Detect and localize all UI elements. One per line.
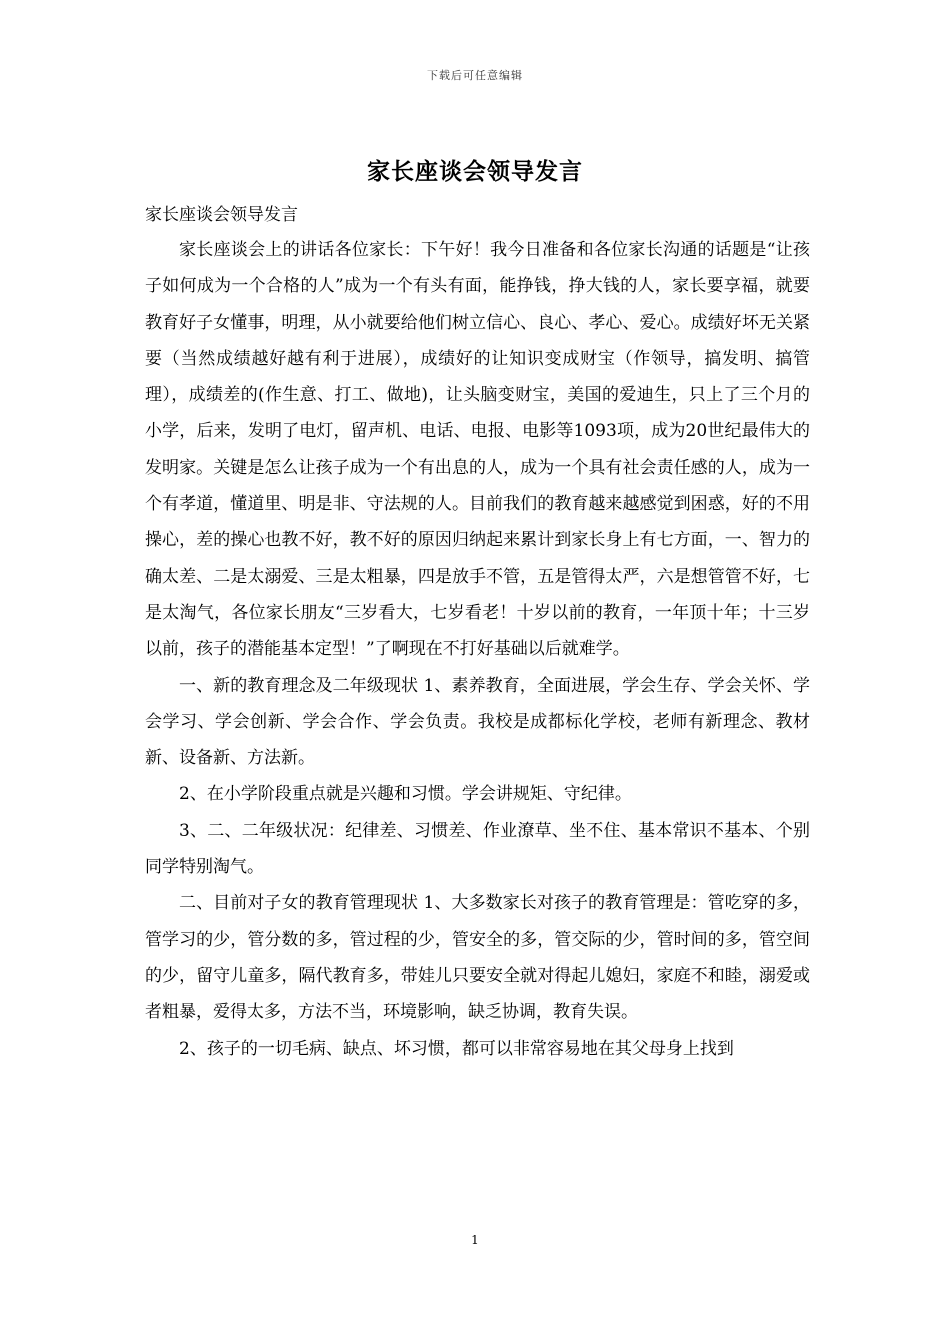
paragraph: 家长座谈会上的讲话各位家长：下午好！我今日准备和各位家长沟通的话题是“让孩子如何成为一个合格的人”成为一个有头有面，能挣钱，挣大钱的人，家长要享福，就要教育好子女懂事，明理，从小就要给他们树立信心、良心、孝心、爱心。成绩好坏无关紧要（当然成绩越好越有利于进展），成绩好的让知识变成财宝（作领导，搞发明、搞管理），成绩差的(作生意、打工、做地)，让头脑变财宝，美国的爱迪生，只上了三个月的小学，后来，发明了电灯，留声机、电话、电报、电影等1093项，成为20世纪最伟大的发明家。关键是怎么让孩子成为一个有出息的人，成为一个具有社会责任感的人，成为一个有孝道，懂道里、明是非、守法规的人。目前我们的教育越来越感觉到困惑，好的不用操心，差的操心也教不好，教不好的原因归纳起来累计到家长身上有七方面，一、智力的确太差、二是太溺爱、三是太粗暴，四是放手不管，五是管得太严，六是想管管不好，七是太淘气，各位家长朋友“三岁看大，七岁看老！十岁以前的教育，一年顶十年；十三岁以前，孩子的潜能基本定型！”了啊现在不打好基础以后就难学。 [145, 240, 810, 660]
page-number: 1 [471, 1233, 479, 1247]
document-subtitle: 家长座谈会领导发言 [145, 205, 298, 225]
header-note: 下载后可任意编辑 [427, 69, 523, 82]
paragraph: 3、二、二年级状况：纪律差、习惯差、作业潦草、坐不住、基本常识不基本、个别同学特别淘气。 [145, 820, 810, 878]
paragraph: 二、目前对子女的教育管理现状 1、大多数家长对孩子的教育管理是：管吃穿的多，管学习的少，管分数的多，管过程的少，管安全的多，管交际的少，管时间的多，管空间的少，留守儿童多，隔代教育多，带娃儿只要安全就对得起儿媳妇，家庭不和睦，溺爱或者粗暴，爱得太多，方法不当，环境影响，缺乏协调，教育失误。 [145, 893, 810, 1023]
paragraph: 一、新的教育理念及二年级现状 1、素养教育，全面进展，学会生存、学会关怀、学会学习、学会创新、学会合作、学会负责。我校是成都标化学校，老师有新理念、教材新、设备新、方法新。 [145, 675, 810, 769]
paragraph: 2、孩子的一切毛病、缺点、坏习惯，都可以非常容易地在其父母身上找到 [179, 1038, 734, 1059]
document-title: 家长座谈会领导发言 [367, 158, 583, 185]
document-body [145, 232, 810, 1067]
paragraph: 2、在小学阶段重点就是兴趣和习惯。学会讲规矩、守纪律。 [179, 784, 632, 805]
